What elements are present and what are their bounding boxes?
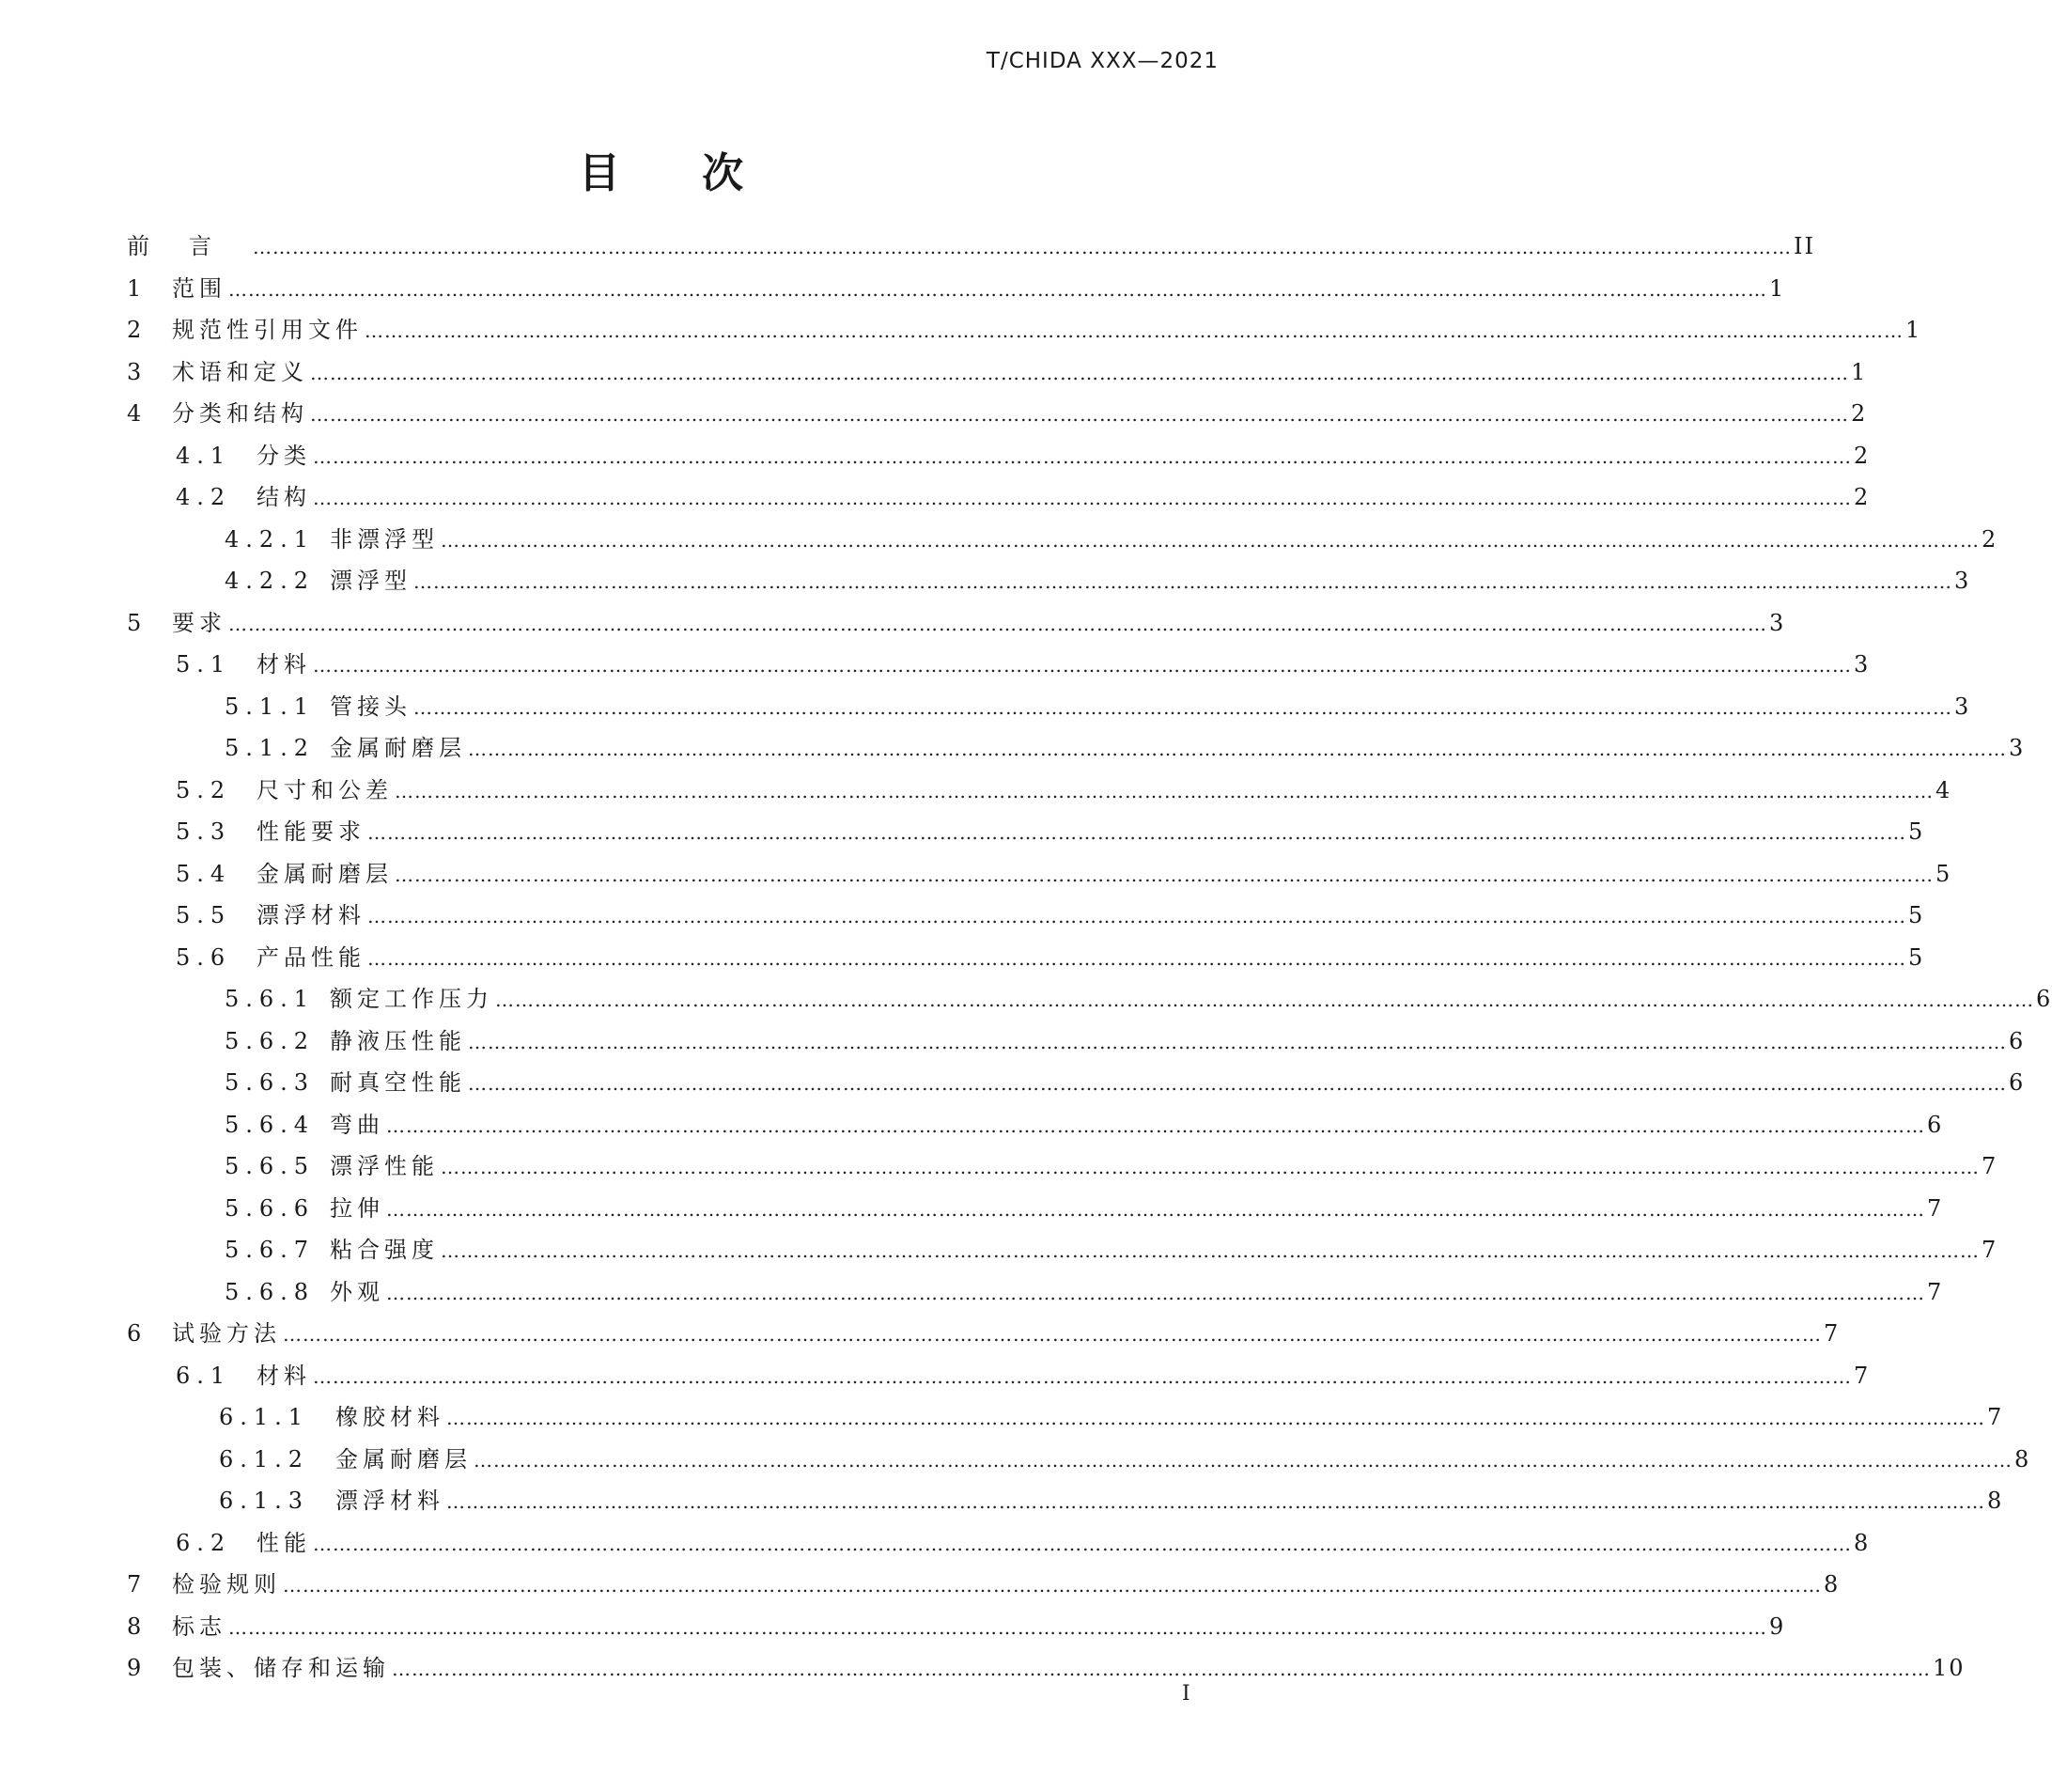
toc-leader-dots: ………………………………………………………………………………………………………………………………………………………………………………………………………………: [313, 654, 1852, 677]
toc-leader-dots: ………………………………………………………………………………………………………………………………………………………………………………………………………………: [474, 1448, 2013, 1472]
toc-entry[interactable]: [127, 1062, 2026, 1104]
toc-entry[interactable]: [127, 1271, 1944, 1314]
toc-entry-number: 3: [127, 358, 148, 385]
toc-entry-title: 静液压性能: [330, 1027, 466, 1054]
toc-leader-dots: ………………………………………………………………………………………………………………………………………………………………………………………………………………: [310, 361, 1849, 384]
toc-entry-title: 范围: [172, 274, 226, 302]
toc-entry-number: 5.6.8: [225, 1278, 316, 1305]
toc-leader-dots: ………………………………………………………………………………………………………………………………………………………………………………………………………………: [441, 528, 1980, 552]
toc-entry-page: 7: [1854, 1362, 1871, 1389]
toc-entry-number: 6.1.1: [219, 1404, 310, 1430]
toc-entry[interactable]: [127, 1396, 2004, 1439]
toc-entry-title: 耐真空性能: [330, 1069, 466, 1096]
toc-entry-page: 6: [2009, 1027, 2026, 1054]
toc-entry-title: 术语和定义: [172, 358, 308, 385]
toc-leader-dots: ………………………………………………………………………………………………………………………………………………………………………………………………………………: [228, 277, 1767, 301]
toc-entry-number: 7: [127, 1571, 148, 1597]
toc-entry-number: 5.1.2: [225, 735, 316, 761]
page-number: I: [1182, 1682, 1190, 1706]
toc-entry-title: 材料: [256, 651, 311, 678]
toc-leader-dots: ………………………………………………………………………………………………………………………………………………………………………………………………………………: [313, 1532, 1852, 1555]
toc-entry-page: 6: [2009, 1069, 2026, 1096]
toc-entry-title: 弯曲: [330, 1111, 384, 1138]
toc-entry-page: 3: [1954, 568, 1971, 594]
toc-entry-number: 5.6.6: [225, 1194, 316, 1222]
toc-entry-title: 要求: [172, 609, 226, 636]
toc-entry-number: 5.6.5: [225, 1153, 316, 1179]
toc-entry-title: 漂浮材料: [335, 1488, 444, 1514]
toc-entry-title: 尺寸和公差: [256, 776, 393, 803]
toc-entry[interactable]: [127, 476, 1871, 519]
toc-entry-page: 8: [2014, 1445, 2031, 1473]
toc-leader-dots: ………………………………………………………………………………………………………………………………………………………………………………………………………………: [228, 1615, 1767, 1639]
toc-leader-dots: ………………………………………………………………………………………………………………………………………………………………………………………………………………: [253, 236, 1792, 258]
toc-entry-number: 5.6.3: [225, 1069, 316, 1096]
toc-entry-title: 性能: [256, 1529, 311, 1556]
toc-entry-number: 6.1.3: [219, 1488, 310, 1514]
toc-entry[interactable]: [127, 1439, 2031, 1481]
toc-entry-page: 2: [1854, 442, 1871, 469]
toc-entry-number: 1: [127, 274, 148, 302]
toc-leader-dots: ………………………………………………………………………………………………………………………………………………………………………………………………………………: [367, 905, 1906, 927]
toc-entry-number: 4.2.2: [225, 568, 316, 594]
toc-entry[interactable]: [127, 1188, 1944, 1230]
toc-entry-page: 10: [1933, 1655, 1966, 1681]
toc-entry[interactable]: [127, 351, 1868, 394]
toc-entry[interactable]: [127, 895, 1925, 937]
toc-entry-page: 8: [1854, 1529, 1871, 1556]
toc-entry-page: 1: [1905, 317, 1922, 343]
toc-entry-number: 5: [127, 609, 148, 636]
toc-entry-page: 5: [1908, 902, 1925, 928]
toc-entry[interactable]: [127, 1313, 1841, 1355]
toc-entry-title: 材料: [256, 1362, 311, 1389]
toc-entry-title: 拉伸: [330, 1194, 384, 1222]
toc-entry-title: 规范性引用文件: [172, 317, 363, 343]
toc-entry-page: II: [1794, 233, 1815, 259]
toc-entry-title: 额定工作压力: [330, 986, 493, 1012]
toc-leader-dots: ………………………………………………………………………………………………………………………………………………………………………………………………………………: [446, 1490, 1985, 1513]
toc-entry-number: 9: [127, 1655, 148, 1681]
toc-entry-number: 6.1: [176, 1362, 232, 1389]
toc-leader-dots: ………………………………………………………………………………………………………………………………………………………………………………………………………………: [386, 1114, 1925, 1137]
toc-entry-page: 7: [1982, 1237, 1998, 1263]
toc-entry-page: 6: [2036, 986, 2052, 1012]
toc-entry-number: 5.1.1: [225, 693, 316, 720]
toc-entry-title: 金属耐磨层: [330, 735, 466, 761]
toc-entry-number: 5.6.7: [225, 1237, 316, 1263]
toc-entry-number: 2: [127, 317, 148, 343]
toc-entry-page: 3: [1769, 609, 1786, 636]
toc-entry-page: 3: [2009, 735, 2026, 761]
toc-entry-title: 外观: [330, 1278, 384, 1305]
toc-entry-number: 5.1: [176, 651, 232, 678]
toc-entry-number: 5.6.1: [225, 986, 316, 1012]
toc-entry-number: 5.6: [176, 943, 232, 971]
toc-entry-page: 9: [1769, 1613, 1786, 1640]
toc-entry-number: 5.5: [176, 902, 232, 928]
toc-entry-title: 结构: [256, 484, 311, 510]
toc-leader-dots: ………………………………………………………………………………………………………………………………………………………………………………………………………………: [313, 1364, 1852, 1388]
toc-entry-number: 5.2: [176, 776, 232, 803]
toc-leader-dots: ………………………………………………………………………………………………………………………………………………………………………………………………………………: [395, 779, 1934, 803]
toc-leader-dots: ………………………………………………………………………………………………………………………………………………………………………………………………………………: [395, 863, 1934, 886]
toc-entry-number: 4.1: [176, 442, 232, 469]
toc-entry[interactable]: [127, 727, 2026, 770]
toc-entry-title: 试验方法: [172, 1320, 281, 1347]
toc-entry-page: 8: [1987, 1488, 2004, 1514]
toc-leader-dots: ………………………………………………………………………………………………………………………………………………………………………………………………………………: [365, 319, 1904, 342]
toc-entry[interactable]: [127, 686, 1971, 728]
toc-entry-title: 粘合强度: [330, 1237, 439, 1263]
toc-entry-page: 7: [1982, 1153, 1998, 1179]
toc-leader-dots: ………………………………………………………………………………………………………………………………………………………………………………………………………………: [468, 1072, 2007, 1095]
toc-entry-page: 7: [1824, 1320, 1841, 1347]
toc-entry-title: 漂浮型: [330, 568, 412, 594]
toc-entry-page: 1: [1769, 274, 1786, 302]
toc-entry[interactable]: [127, 435, 1871, 477]
toc-entry-number: 5.6.2: [225, 1027, 316, 1054]
toc-entry[interactable]: [127, 1647, 1966, 1690]
toc-entry[interactable]: [127, 393, 1868, 435]
toc-entry-title: 包装、储存和运输: [172, 1655, 390, 1681]
toc-entry-title: 橡胶材料: [335, 1404, 444, 1430]
toc-entry-number: 4: [127, 400, 148, 427]
toc-entry[interactable]: [127, 853, 1952, 896]
toc-leader-dots: ………………………………………………………………………………………………………………………………………………………………………………………………………………: [441, 1239, 1980, 1262]
toc-entry-title: 金属耐磨层: [256, 860, 393, 887]
toc-leader-dots: ………………………………………………………………………………………………………………………………………………………………………………………………………………: [468, 738, 2007, 760]
toc-entry[interactable]: [127, 1606, 1786, 1648]
toc-entry[interactable]: [127, 644, 1871, 686]
toc-entry[interactable]: [127, 770, 1952, 812]
toc-entry-page: 4: [1935, 776, 1952, 803]
toc-entry-title: 漂浮材料: [256, 902, 365, 928]
toc-entry-number: 8: [127, 1613, 148, 1640]
toc-entry[interactable]: [127, 1021, 2026, 1063]
toc-entry-page: 1: [1851, 358, 1868, 385]
toc-entry-number: 6: [127, 1320, 148, 1347]
toc-entry[interactable]: [127, 937, 1925, 979]
toc-leader-dots: ………………………………………………………………………………………………………………………………………………………………………………………………………………: [313, 487, 1852, 509]
toc-entry-number: 5.6.4: [225, 1111, 316, 1138]
toc-entry-page: 2: [1982, 525, 1998, 553]
toc-leader-dots: ………………………………………………………………………………………………………………………………………………………………………………………………………………: [283, 1323, 1822, 1346]
toc-leader-dots: ………………………………………………………………………………………………………………………………………………………………………………………………………………: [446, 1407, 1985, 1429]
toc-entry[interactable]: [127, 560, 1971, 602]
toc-entry-page: 7: [1927, 1194, 1944, 1222]
toc-entry-page: 5: [1908, 943, 1925, 971]
toc-entry-title: 分类和结构: [172, 400, 308, 427]
toc-entry-number: 5.3: [176, 818, 232, 845]
toc-leader-dots: ………………………………………………………………………………………………………………………………………………………………………………………………………………: [495, 989, 2034, 1011]
toc-entry-title: 标志: [172, 1613, 226, 1640]
toc-entry-title: 管接头: [330, 693, 412, 720]
toc-leader-dots: ………………………………………………………………………………………………………………………………………………………………………………………………………………: [392, 1658, 1931, 1680]
toc-entry[interactable]: [127, 978, 2052, 1021]
toc-leader-dots: ………………………………………………………………………………………………………………………………………………………………………………………………………………: [386, 1281, 1925, 1304]
toc-entry[interactable]: [127, 1564, 1841, 1606]
toc-entry[interactable]: [127, 602, 1786, 645]
toc-entry-page: 7: [1987, 1404, 2004, 1430]
toc-leader-dots: ………………………………………………………………………………………………………………………………………………………………………………………………………………: [441, 1156, 1980, 1178]
toc-entry-number: 4.2: [176, 484, 232, 510]
toc-entry-number: 6.1.2: [219, 1445, 310, 1473]
toc-entry-page: 7: [1927, 1278, 1944, 1305]
toc-leader-dots: ………………………………………………………………………………………………………………………………………………………………………………………………………………: [313, 444, 1852, 468]
toc-entry-page: 5: [1908, 818, 1925, 845]
toc-entry[interactable]: [127, 811, 1925, 853]
toc-leader-dots: ………………………………………………………………………………………………………………………………………………………………………………………………………………: [283, 1574, 1822, 1597]
toc-entry-page: 2: [1851, 400, 1868, 427]
toc-leader-dots: ………………………………………………………………………………………………………………………………………………………………………………………………………………: [367, 821, 1906, 844]
toc-leader-dots: ………………………………………………………………………………………………………………………………………………………………………………………………………………: [228, 612, 1767, 635]
toc-entry-title: 产品性能: [256, 943, 365, 971]
toc-entry-title: 性能要求: [256, 818, 365, 845]
toc-entry-number: 5.4: [176, 860, 232, 887]
toc-entry[interactable]: [127, 309, 1922, 351]
toc-entry-page: 3: [1954, 693, 1971, 720]
toc-entry[interactable]: [127, 1522, 1871, 1565]
toc-entry[interactable]: [127, 519, 1998, 561]
document-code: T/CHIDA XXX—2021: [986, 49, 1219, 73]
toc-entry-number: 4.2.1: [225, 525, 316, 553]
toc-entry[interactable]: [127, 1229, 1998, 1271]
toc-entry-page: 2: [1854, 484, 1871, 510]
toc-entry[interactable]: [127, 268, 1786, 310]
toc-entry-title: 漂浮性能: [330, 1153, 439, 1179]
toc-entry-page: 6: [1927, 1111, 1944, 1138]
toc-entry[interactable]: [127, 1145, 1998, 1188]
toc-leader-dots: ………………………………………………………………………………………………………………………………………………………………………………………………………………: [413, 570, 1952, 593]
toc-entry[interactable]: [127, 1104, 1944, 1146]
page-title: 目 次: [578, 149, 778, 197]
toc-entry-page: 3: [1854, 651, 1871, 678]
toc-leader-dots: ………………………………………………………………………………………………………………………………………………………………………………………………………………: [468, 1030, 2007, 1053]
toc-leader-dots: ………………………………………………………………………………………………………………………………………………………………………………………………………………: [367, 946, 1906, 970]
toc-entry-title: 检验规则: [172, 1571, 281, 1597]
toc-entry-number: 6.2: [176, 1529, 232, 1556]
toc-entry-title: 金属耐磨层: [335, 1445, 472, 1473]
toc-entry-title: 分类: [256, 442, 311, 469]
toc-leader-dots: ………………………………………………………………………………………………………………………………………………………………………………………………………………: [386, 1197, 1925, 1221]
toc-entry-page: 8: [1824, 1571, 1841, 1597]
toc-entry[interactable]: [127, 1480, 2004, 1522]
toc-leader-dots: ………………………………………………………………………………………………………………………………………………………………………………………………………………: [310, 403, 1849, 426]
toc-entry-page: 5: [1935, 860, 1952, 887]
toc-entry-foreword[interactable]: [127, 226, 1815, 268]
toc-entry-title: 非漂浮型: [330, 525, 439, 553]
toc-entry[interactable]: [127, 1355, 1871, 1397]
toc-entry-title: 前言: [127, 233, 251, 259]
toc-leader-dots: ………………………………………………………………………………………………………………………………………………………………………………………………………………: [413, 695, 1952, 719]
table-of-contents: [127, 226, 2052, 1690]
